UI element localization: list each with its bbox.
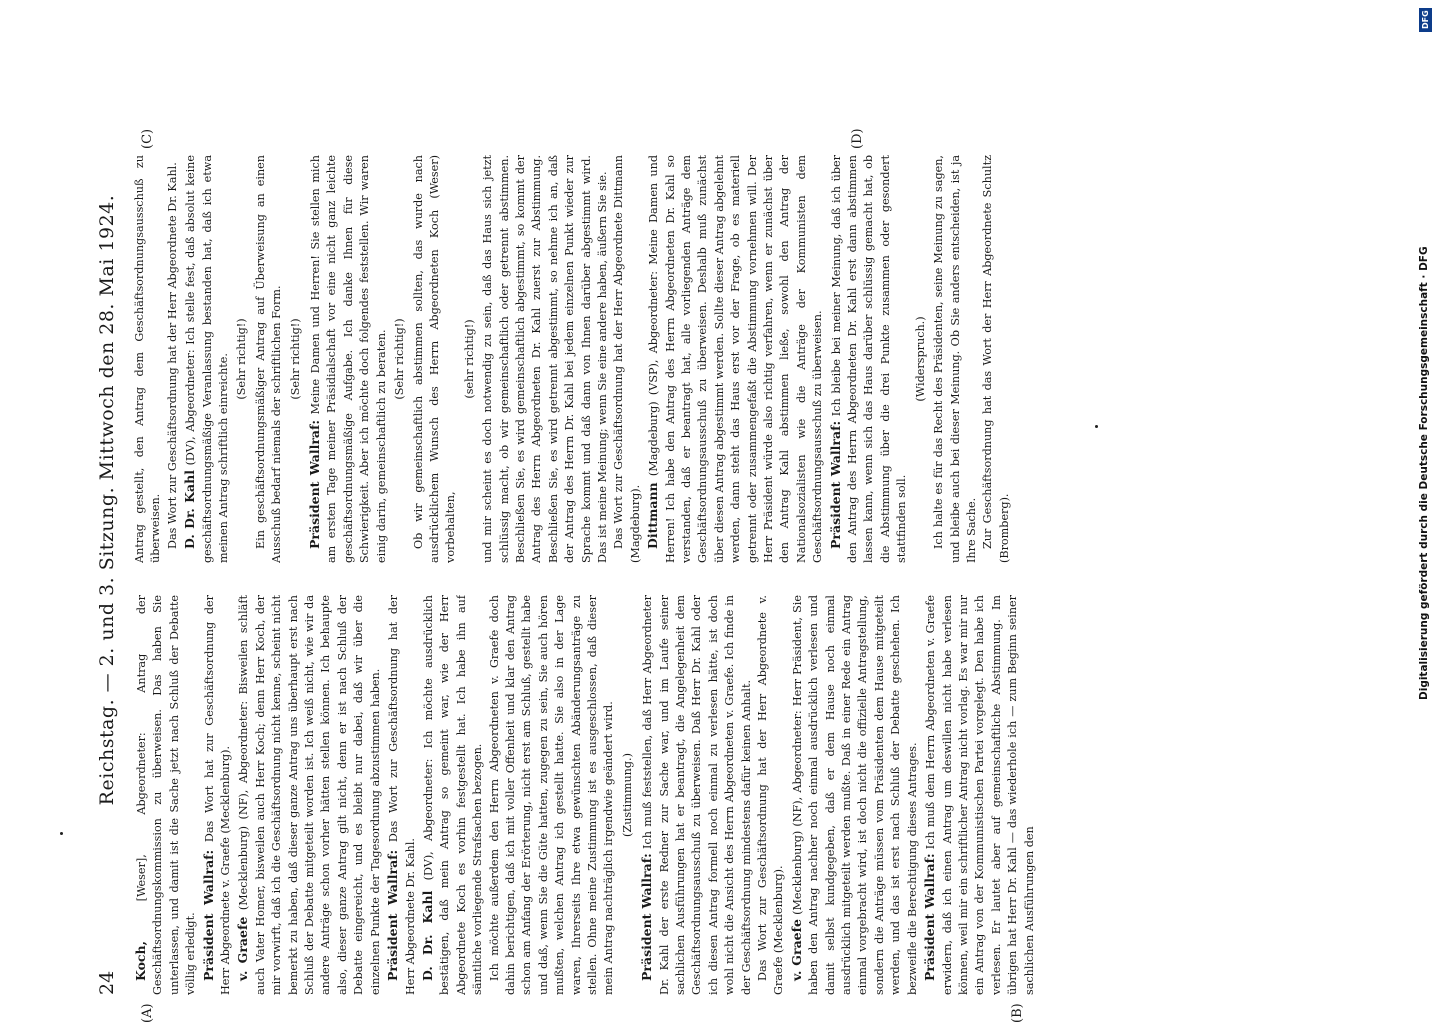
interjection: (Sehr richtig!) — [235, 318, 249, 400]
text-column-left — [132, 595, 1407, 995]
speech-paragraph — [638, 595, 755, 995]
paragraph — [132, 155, 165, 563]
interjection: (sehr richtig!) — [462, 319, 476, 399]
running-title: Reichstag. — 2. und 3. Sitzung. Mittwoch den 28. Mai 1924. — [96, 194, 118, 806]
speech-text: Ich möchte außerdem den Herrn Abgeordneten v. Graefe doch dahin berichtigen, daß ich mit voller Offenheit und klar den Antrag schon am Anfang der Erörterung, nicht erst am Schluß, gestellt habe und daß, wenn Sie die Güte hatten, zugegen zu sein, Sie auch hören mußten, welchen Antrag ich gestellt hatte. Sie also in der Lage waren, Ihrerseits Ihre etwa gewünschten Abänderungsanträge zu stellen. Ohne meine Zustimmung ist es ausgeschlossen, daß dieser mein Antrag nachträglich irgendwie geändert wird. — [487, 595, 616, 995]
speaker-name: Koch, — [133, 941, 148, 981]
speck — [60, 832, 63, 835]
speech-paragraph — [384, 595, 419, 995]
speech-text: (Mecklenburg) (NF), Abgeordneter: Bisweilen schläft auch Vater Homer, bisweilen auch Herr Koch; denn Herr Koch, der mir vorwirft, daß ich die Geschäftsordnung nicht kenne, scheint nicht bemerkt zu haben, daß dieser ganze Antrag uns überhaupt erst nach Schluß der Debatte mitgeteilt worden ist. Ich weiß nicht, wie wir da andere Anträge schon vorher hätten stellen können. Ich behaupte also, dieser ganze Antrag gilt nicht, denn er ist nach Schluß der Debatte eingereicht, und es bleibt nur dabei, daß wir über die einzelnen Punkte der Tagesordnung abzustimmen haben. — [237, 595, 382, 995]
speech-paragraph — [181, 155, 232, 563]
paragraph — [487, 595, 618, 995]
margin-mark-c: (C) — [140, 128, 155, 149]
interjection: (Widerspruch.) — [913, 316, 927, 402]
speech-text: Zur Geschäftsordnung hat das Wort der Herr Abgeordnete Schultz (Bromberg). — [981, 155, 1011, 563]
dfg-logo: DFG — [1419, 8, 1432, 32]
margin-mark-b: (B) — [1010, 1003, 1025, 1023]
page-header — [90, 95, 124, 995]
speaker-name: D. Dr. Kahl — [419, 890, 435, 981]
speck — [1095, 425, 1098, 428]
funding-stamp: Digitalisierung gefördert durch die Deutsche Forschungsgemeinschaft · DFG — [1418, 246, 1430, 700]
speaker-name: Dittmann — [645, 482, 661, 549]
speech-text: Ich bleibe bei meiner Meinung, daß ich über den Antrag des Herrn Abgeordneten Dr. Kahl erst dann abstimmen lassen kann, wenn sich das Haus darüber schlüssig gemacht hat, ob die Abstimmung über die drei Punkte zusammen oder gesondert stattfinden soll. — [829, 155, 909, 563]
speaker-name: Präsident Wallraf: — [200, 849, 216, 981]
speech-text: Ich halte es für das Recht des Präsidenten, seine Meinung zu sagen, und bleibe auch bei dieser Meinung. Ob Sie anders entscheiden, ist ja Ihre Sache. — [932, 155, 978, 563]
speaker-name: v. Graefe — [235, 916, 251, 981]
speaker-name: Präsident Wallraf: — [639, 853, 655, 981]
paragraph — [611, 155, 644, 563]
speaker-name: Präsident Wallraf: — [307, 419, 323, 549]
speech-text: Das Wort hat zur Geschäftsordnung der Herr Abgeordnete v. Graefe (Mecklenburg). — [202, 595, 233, 995]
paragraph — [480, 155, 611, 563]
speech-text: und mir scheint es doch notwendig zu sein, daß das Haus sich jetzt schlüssig macht, ob wir gemeinschaftlich oder getrennt abstimmen. Beschließen Sie, es wird gemeinschaftlich abgestimmt, so kommt der Antrag des Herrn Abgeordneten Dr. Kahl zuerst zur Abstimmung. Beschließen Sie, es wird getrennt abgestimmt, so nehme ich an, daß der Antrag des Herrn Dr. Kahl bei jedem einzelnen Punkt wieder zur Sprache kommt und daß dann von Ihnen darüber abgestimmt wird. Das ist meine Meinung; wenn Sie eine andere haben, äußern Sie sie. — [481, 155, 609, 563]
paragraph — [165, 155, 181, 563]
speech-text: (DV), Abgeordneter: Ich möchte ausdrücklich bestätigen, daß mein Antrag so gemeint war, wie der Herr Abgeordnete Koch es vorhin festgestellt hat. Ich habe ihn auf sämtliche vorliegende Strafsachen bezogen. — [421, 595, 485, 995]
speech-text: Ich muß dem Herrn Abgeordneten v. Graefe erwidern, daß ich einen Antrag um deswillen nicht habe verlesen können, weil mir ein schriftlicher Antrag nicht vorlag. Es war mir nur ein Antrag von der Kommunistischen Partei vorgelegt. Den habe ich verlesen. Er lautet aber auf gemeinschaftliche Abstimmung. Im übrigen hat Herr Dr. Kahl — das wiederhole ich — zum Beginn seiner sachlichen Ausführungen den — [924, 595, 1036, 995]
speech-text: Das Wort zur Geschäftsordnung hat der Herr Abgeordnete v. Graefe (Mecklenburg). — [756, 595, 786, 995]
speech-paragraph — [419, 595, 487, 995]
speech-paragraph — [132, 595, 200, 995]
speech-text: Ich muß feststellen, daß Herr Abgeordneter Dr. Kahl der erste Redner zur Sache war, und im Laufe seiner sachlichen Ausführungen hat er beantragt, die Angelegenheit dem Geschäftsordnungsausschuß zu überweisen. Daß Herr Dr. Kahl oder ich diesen Antrag formell noch einmal zu verlesen hätte, ist doch wohl nicht die Ansicht des Herrn Abgeordneten v. Graefe. Ich finde in der Geschäftsordnung mindestens dafür keinen Anhalt. — [641, 595, 753, 995]
speech-text: Ob wir gemeinschaftlich abstimmen sollten, das wurde nach ausdrücklichem Wunsch des Herrn Abgeordneten Koch (Weser) vorbehalten, — [411, 155, 458, 563]
speaker-name: Präsident Wallraf: — [827, 420, 843, 549]
speech-paragraph — [644, 155, 826, 563]
interjection: (Zustimmung.) — [620, 753, 634, 837]
text-column-right — [132, 155, 1407, 563]
paragraph — [980, 155, 1013, 563]
speech-text: Das Wort zur Geschäftsordnung hat der Herr Abgeordnete Dr. Kahl. — [165, 162, 179, 549]
speech-text: Ein geschäftsordnungsmäßiger Antrag auf Überweisung an einen Ausschuß bedarf niemals der schriftlichen Form. — [253, 155, 284, 563]
paragraph — [755, 595, 788, 995]
speaker-name: Präsident Wallraf: — [922, 853, 938, 981]
document-page — [90, 95, 1415, 1023]
margin-mark-a: (A) — [140, 1003, 155, 1023]
speech-paragraph — [306, 155, 390, 563]
speech-text: Antrag gestellt, den Antrag dem Geschäftsordnungsausschuß zu überweisen. — [133, 155, 163, 563]
paragraph — [931, 155, 980, 563]
speech-text: (DV), Abgeordneter: Ich stelle fest, daß absolut keine geschäftsordnungsmäßige Veranlassung bestanden hat, daß ich etwa meinen Antrag schriftlich einreichte. — [184, 155, 231, 563]
speech-paragraph — [200, 595, 235, 995]
speech-text: Meine Damen und Herren! Sie stellen mich am ersten Tage meiner Präsidialschaft vor eine nicht ganz leichte geschäftsordnungsmäßige Aufgabe. Ich danke Ihnen für diese Schwierigkeit. Aber ich möchte doch folgendes feststellen. Wir waren einig darin, gemeinschaftlich zu beraten. — [309, 155, 388, 563]
speaker-name: Präsident Wallraf: — [385, 849, 401, 981]
speech-text: Das Wort zur Geschäftsordnung hat der Herr Abgeordnete Dittmann (Magdeburg). — [612, 155, 642, 563]
page-number: 24 — [96, 970, 118, 995]
speech-text: (Mecklenburg) (NF), Abgeordneter: Herr Präsident, Sie haben den Antrag nachher noch einmal ausdrücklich verlesen und damit selbst kundgegeben, daß er dem Hause noch einmal ausdrücklich mitgeteilt werden mußte. Daß in einer Rede ein Antrag einmal vorgebracht wird, ist doch nicht die offizielle Antragstellung, sondern die Anträge müssen vom Präsidenten dem Hause mitgeteilt werden, und das ist erst nach Schluß der Debatte geschehen. Ich bezweifle die Berechtigung dieses Antrages. — [790, 595, 919, 995]
speech-paragraph — [827, 155, 911, 563]
speech-paragraph — [234, 595, 384, 995]
interjection: (Sehr richtig!) — [393, 318, 407, 400]
speech-text: [Weser], Abgeordneter: Antrag der Geschäftsordnungskommission zu überweisen. Das haben Sie unterlassen, und damit ist die Sache jetzt nach Schluß der Debatte völlig erledigt. — [135, 595, 198, 995]
speaker-name: D. Dr. Kahl — [182, 470, 198, 549]
speech-text: Das Wort zur Geschäftsordnung hat der Herr Abgeordnete Dr. Kahl. — [387, 595, 417, 995]
speech-text: (Magdeburg) (VSP), Abgeordneter: Meine Damen und Herren! Ich habe den Antrag des Herrn Abgeordneten Dr. Kahl so verstanden, daß er beantragt hat, alle vorliegenden Anträge dem Geschäftsordnungsausschuß zu überweisen. Deshalb muß zunächst über diesen Antrag abgestimmt werden. Sollte dieser Antrag abgelehnt werden, dann steht das Haus erst vor der Frage, ob es materiell getrennt oder zusammengefaßt die Abstimmung vornehmen will. Der Herr Präsident würde also richtig verfahren, wenn er zunächst über den Antrag Kahl abstimmen ließe, sowohl den Antrag der Nationalsozialisten wie die Anträge der Kommunisten dem Geschäftsordnungsausschuß zu überweisen. — [647, 155, 825, 563]
margin-mark-d: (D) — [850, 128, 865, 149]
paragraph — [411, 155, 460, 563]
speech-paragraph — [788, 595, 921, 995]
paragraph — [253, 155, 286, 563]
speaker-name: v. Graefe — [788, 919, 804, 981]
speech-paragraph — [921, 595, 1038, 995]
interjection: (Sehr richtig!) — [288, 318, 302, 400]
